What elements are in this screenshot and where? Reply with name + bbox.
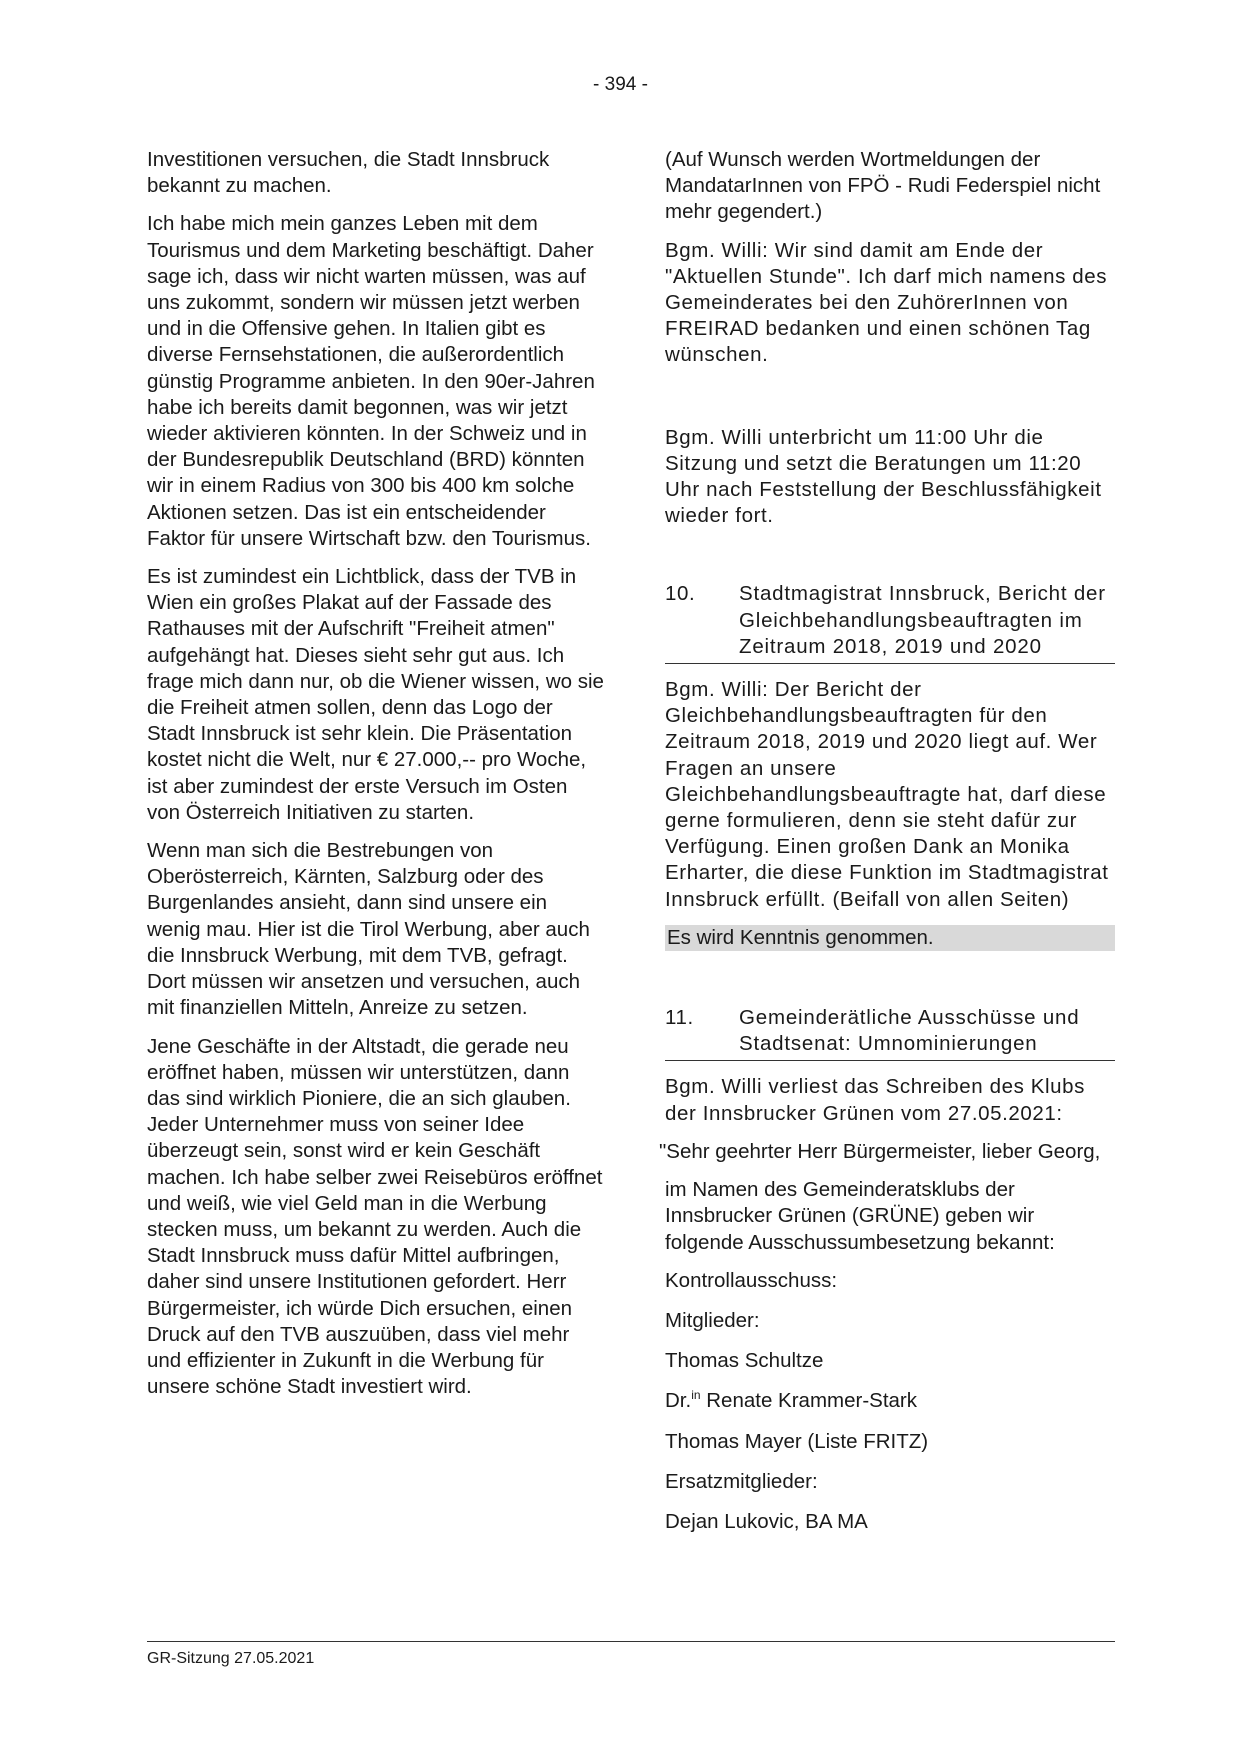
session-interruption: Bgm. Willi unterbricht um 11:00 Uhr die Sitzung und setzt die Beratungen um 11:20 Uhr nach Feststellung der Beschlussfähigkeit wieder fort. <box>665 425 1102 528</box>
academic-title: Dr. <box>665 1389 692 1413</box>
result-noted: Es wird Kenntnis genommen. <box>665 925 1115 951</box>
paragraph: Es ist zumindest ein Lichtblick, dass der TVB in Wien ein großes Plakat auf der Fassade des Rathauses mit der Aufschrift "Freiheit atmen" aufgehängt hat. Dieses sieht sehr gut aus. Ich frage mich dann nur, ob die Wiener wissen, wo sie die Freiheit atmen sollen, denn das Logo der Stadt Innsbruck ist sehr klein. Die Präsentation kostet nicht die Welt, nur € 27.000,-- pro Woche, ist aber zumindest der erste Versuch im Osten von Österreich Initiativen zu starten. <box>147 565 604 824</box>
agenda-item-number: 11. <box>665 1006 694 1030</box>
closing-statement: Bgm. Willi: Wir sind damit am Ende der "Aktuellen Stunde". Ich darf mich namens des Gemeinderates bei den ZuhörerInnen von FREIRAD bedanken und einen schönen Tag wünschen. <box>665 238 1108 367</box>
footer: GR-Sitzung 27.05.2021 <box>147 1641 1115 1668</box>
member-name: Thomas Mayer (Liste FRITZ) <box>665 1429 929 1453</box>
agenda-item-11-intro: Bgm. Willi verliest das Schreiben des Klubs der Innsbrucker Grünen vom 27.05.2021: <box>665 1075 1086 1125</box>
letter-body: im Namen des Gemeinderatsklubs der Innsbrucker Grünen (GRÜNE) geben wir folgende Ausschussumbesetzung bekannt: <box>665 1178 1055 1254</box>
substitutes-label: Ersatzmitglieder: <box>665 1469 818 1493</box>
academic-title-suffix: in <box>691 1388 701 1403</box>
agenda-item-10-heading <box>665 581 1115 664</box>
committee-name: Kontrollausschuss: <box>665 1268 838 1292</box>
agenda-item-title: Stadtmagistrat Innsbruck, Bericht der Gleichbehandlungsbeauftragten im Zeitraum 2018, 2019 und 2020 <box>739 582 1106 658</box>
letter-salutation: "Sehr geehrter Herr Bürgermeister, lieber Georg, <box>659 1139 1101 1163</box>
paragraph: Jene Geschäfte in der Altstadt, die gerade neu eröffnet haben, müssen wir unterstützen, dann das sind wirklich Pioniere, die an sich glauben. Jeder Unternehmer muss von seiner Idee überzeugt sein, sonst wird er kein Geschäft machen. Ich habe selber zwei Reisebüros eröffnet und weiß, wie viel Geld man in die Werbung stecken muss, um bekannt zu werden. Auch die Stadt Innsbruck muss dafür Mittel aufbringen, daher sind unsere Institutionen gefordert. Herr Bürgermeister, ich würde Dich ersuchen, einen Druck auf den TVB auszuüben, dass viel mehr und effizienter in Zukunft in die Werbung für unsere schöne Stadt investiert wird. <box>147 1034 603 1399</box>
member-name <box>665 1388 1115 1414</box>
paragraph: Wenn man sich die Bestrebungen von Oberösterreich, Kärnten, Salzburg oder des Burgenlandes ansieht, dann sind unsere ein wenig mau. Hier ist die Tirol Werbung, aber auch die Innsbruck Werbung, mit dem TVB, gefragt. Dort müssen wir ansetzen und versuchen, auch mit finanziellen Mitteln, Anreize zu setzen. <box>147 839 590 1020</box>
agenda-item-10-text: Bgm. Willi: Der Bericht der Gleichbehandlungsbeauftragten für den Zeitraum 2018, 2019 und 2020 liegt auf. Wer Fragen an unsere Gleichbehandlungsbeauftragte hat, darf diese gerne formulieren, denn sie steht dafür zur Verfügung. Einen großen Dank an Monika Erharter, die diese Funktion im Stadtmagistrat Innsbruck erfüllt. (Beifall von allen Seiten) <box>665 678 1109 911</box>
gender-note: (Auf Wunsch werden Wortmeldungen der MandatarInnen von FPÖ - Rudi Federspiel nicht mehr gegendert.) <box>665 148 1101 224</box>
members-label: Mitglieder: <box>665 1308 760 1332</box>
member-surname: Renate Krammer-Stark <box>700 1389 917 1413</box>
paragraph: Ich habe mich mein ganzes Leben mit dem Tourismus und dem Marketing beschäftigt. Daher sage ich, dass wir nicht warten müssen, was auf uns zukommt, sondern wir müssen jetzt werben und in die Offensive gehen. In Italien gibt es diverse Fernsehstationen, die außerordentlich günstig Programme anbieten. In den 90er-Jahren habe ich bereits damit begonnen, was wir jetzt wieder aktivieren könnten. In der Schweiz und in der Bundesrepublik Deutschland (BRD) könnten wir in einem Radius von 300 bis 400 km solche Aktionen setzen. Das ist ein entscheidender Faktor für unsere Wirtschaft bzw. den Tourismus. <box>147 212 595 550</box>
agenda-item-title: Gemeinderätliche Ausschüsse und Stadtsenat: Umnominierungen <box>739 1006 1080 1056</box>
agenda-item-number: 10. <box>665 582 696 606</box>
substitute-name: Dejan Lukovic, BA MA <box>665 1509 868 1533</box>
right-column <box>659 147 1115 1549</box>
page-number: - 394 - <box>593 74 648 95</box>
agenda-item-11-heading <box>665 1005 1115 1061</box>
paragraph: Investitionen versuchen, die Stadt Innsbruck bekannt zu machen. <box>147 148 550 198</box>
left-column <box>147 147 605 1412</box>
member-name: Thomas Schultze <box>665 1349 824 1373</box>
